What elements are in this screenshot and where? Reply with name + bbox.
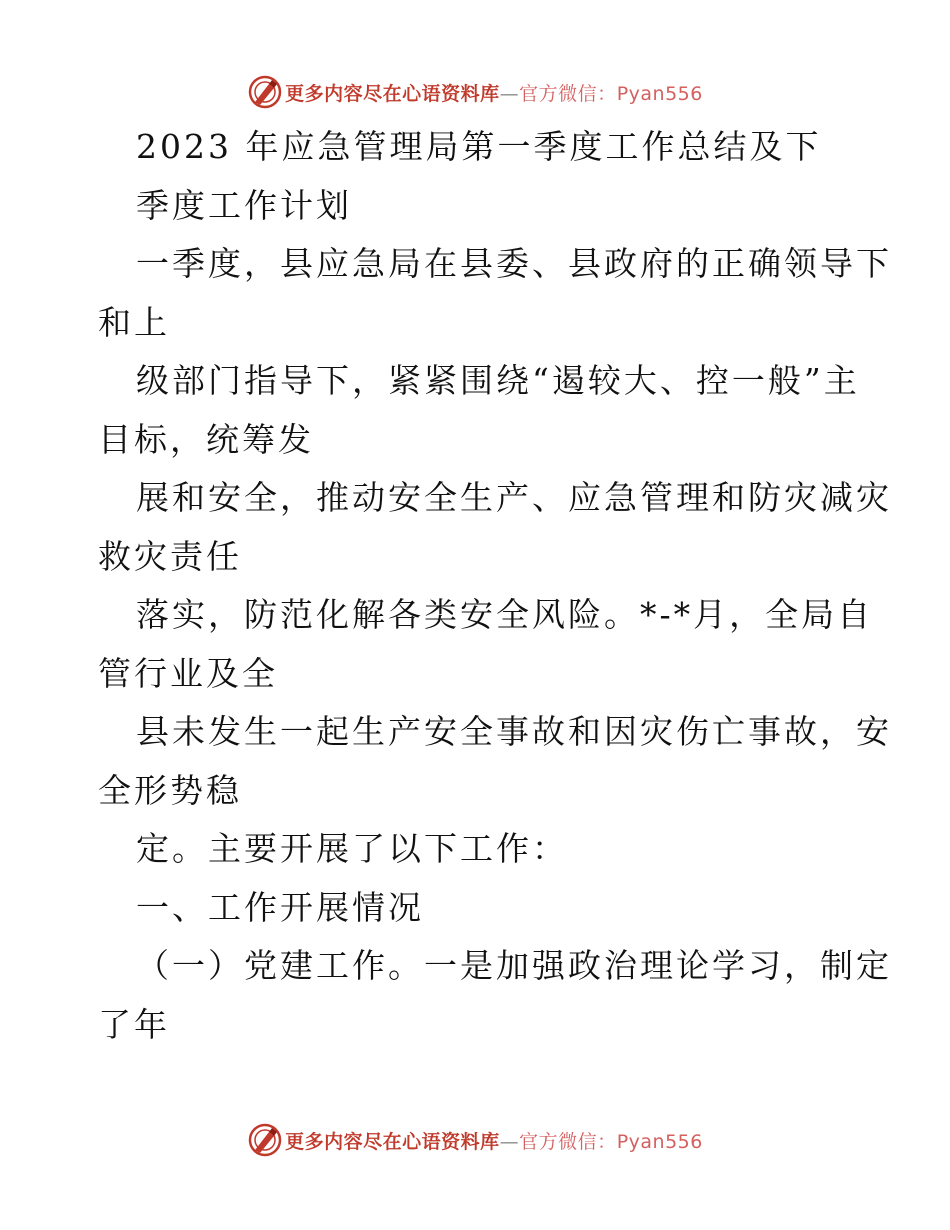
- banner-text: [285, 1127, 703, 1154]
- paragraph-line: 了年: [98, 1004, 170, 1044]
- pen-logo-icon: [247, 74, 283, 110]
- banner-separator: —: [499, 82, 520, 105]
- paragraph-line: 全形势稳: [98, 770, 242, 810]
- banner-wechat-label: 官方微信：: [519, 1130, 617, 1153]
- banner-wechat-id: Pyan556: [616, 1130, 703, 1153]
- paragraph-line: 级部门指导下，紧紧围绕“遏较大、控一般”主: [136, 361, 860, 400]
- document-title-line-2: 季度工作计划: [136, 185, 352, 225]
- banner-separator: —: [499, 1130, 520, 1153]
- paragraph-line: 定。主要开展了以下工作：: [136, 829, 568, 868]
- document-title-line-1: 2023 年应急管理局第一季度工作总结及下: [136, 127, 822, 166]
- section-heading: 一、工作开展情况: [136, 887, 424, 927]
- header-watermark-banner: [0, 70, 950, 114]
- paragraph-line: 一季度，县应急局在县委、县政府的正确领导下: [136, 244, 892, 283]
- banner-site-text: 更多内容尽在心语资料库: [285, 82, 500, 105]
- document-body: [98, 118, 892, 1054]
- paragraph-line: 县未发生一起生产安全事故和因灾伤亡事故，安: [136, 712, 892, 751]
- footer-watermark-banner: [0, 1118, 950, 1162]
- banner-site-text: 更多内容尽在心语资料库: [285, 1130, 500, 1153]
- paragraph-line: 管行业及全: [98, 653, 278, 693]
- paragraph-line: 展和安全，推动安全生产、应急管理和防灾减灾: [136, 478, 892, 517]
- paragraph-line: 和上: [98, 302, 170, 342]
- paragraph-line: （一）党建工作。一是加强政治理论学习，制定: [136, 946, 892, 985]
- paragraph-line: 救灾责任: [98, 536, 242, 576]
- paragraph-line: 目标，统筹发: [98, 419, 314, 459]
- banner-text: [285, 79, 703, 106]
- banner-wechat-id: Pyan556: [616, 82, 703, 105]
- banner-wechat-label: 官方微信：: [519, 82, 617, 105]
- paragraph-line: 落实，防范化解各类安全风险。*-*月，全局自: [136, 595, 874, 634]
- pen-logo-icon: [247, 1122, 283, 1158]
